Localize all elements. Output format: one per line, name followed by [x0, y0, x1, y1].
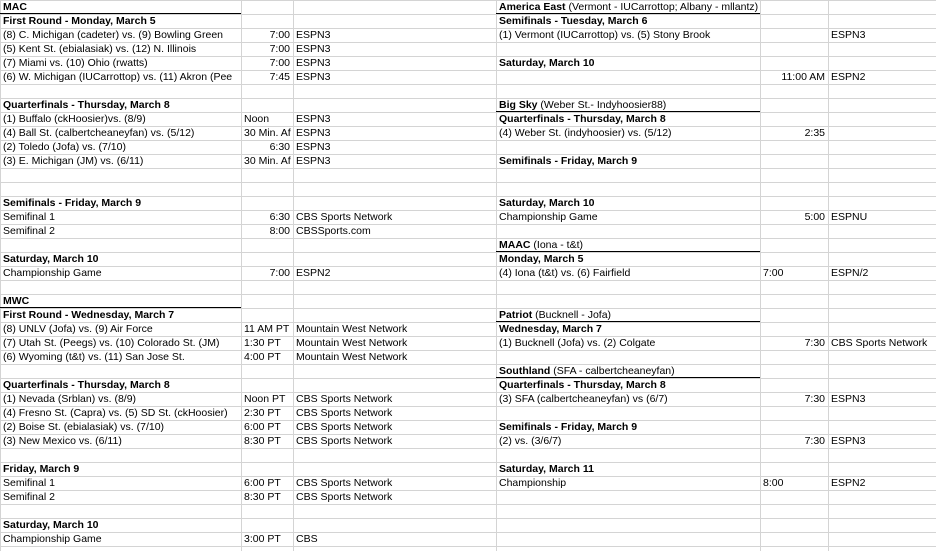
network-cell[interactable]: CBS Sports Network: [296, 211, 393, 223]
network-cell[interactable]: CBS: [296, 533, 318, 545]
conference-pickers: (Weber St.- Indyhoosier88): [537, 99, 667, 111]
network-cell[interactable]: ESPN3: [831, 393, 866, 405]
mwc-quarterfinals-heading[interactable]: Quarterfinals - Thursday, March 8: [3, 379, 170, 391]
game-cell[interactable]: (5) Kent St. (ebialasiak) vs. (12) N. Illinois: [3, 43, 197, 55]
network-cell[interactable]: CBS Sports Network: [296, 491, 393, 503]
time-cell[interactable]: 7:30: [804, 337, 825, 349]
time-cell[interactable]: 2:30 PT: [244, 407, 281, 419]
time-cell[interactable]: 7:00: [269, 267, 290, 279]
network-cell[interactable]: ESPN/2: [831, 267, 869, 279]
maac-title[interactable]: [496, 238, 760, 252]
game-cell[interactable]: (4) Weber St. (indyhoosier) vs. (5/12): [499, 127, 672, 139]
southland-semifinals-heading[interactable]: Semifinals - Friday, March 9: [499, 421, 638, 433]
mwc-title[interactable]: MWC: [3, 295, 30, 307]
maac-heading[interactable]: Monday, March 5: [499, 253, 584, 265]
time-cell[interactable]: 30 Min. Af: [244, 155, 291, 167]
game-cell[interactable]: (1) Vermont (IUCarrottop) vs. (5) Stony Brook: [499, 29, 711, 41]
game-cell[interactable]: Semifinal 1: [3, 211, 55, 223]
america-east-semifinals-heading[interactable]: Semifinals - Tuesday, March 6: [499, 15, 648, 27]
game-cell[interactable]: (2) Toledo (Jofa) vs. (7/10): [3, 141, 126, 153]
conference-pickers: (SFA - calbertcheaneyfan): [550, 365, 675, 377]
network-cell[interactable]: ESPNU: [831, 211, 868, 223]
network-cell[interactable]: ESPN3: [296, 155, 331, 167]
network-cell[interactable]: ESPN2: [831, 477, 866, 489]
time-cell[interactable]: 11:00 AM: [781, 71, 825, 83]
mac-semifinals-heading[interactable]: Semifinals - Friday, March 9: [3, 197, 142, 209]
mwc-first-round-heading[interactable]: First Round - Wednesday, March 7: [3, 309, 175, 321]
time-cell[interactable]: 7:30: [804, 393, 825, 405]
game-cell[interactable]: (3) New Mexico vs. (6/11): [3, 435, 122, 447]
game-cell[interactable]: (1) Bucknell (Jofa) vs. (2) Colgate: [499, 337, 656, 349]
mwc-championship-heading[interactable]: Saturday, March 10: [3, 519, 99, 531]
time-cell[interactable]: 7:45: [269, 71, 290, 83]
time-cell[interactable]: 2:35: [804, 127, 825, 139]
game-cell[interactable]: (4) Ball St. (calbertcheaneyfan) vs. (5/12): [3, 127, 195, 139]
game-cell[interactable]: (3) SFA (calbertcheaneyfan) vs (6/7): [499, 393, 668, 405]
game-cell[interactable]: (7) Miami vs. (10) Ohio (rwatts): [3, 57, 148, 69]
game-cell[interactable]: (6) Wyoming (t&t) vs. (11) San Jose St.: [3, 351, 185, 363]
time-cell[interactable]: 7:00: [763, 267, 784, 279]
network-cell[interactable]: ESPN3: [296, 71, 331, 83]
time-cell[interactable]: 6:30: [269, 141, 290, 153]
network-cell[interactable]: CBSSports.com: [296, 225, 371, 237]
network-cell[interactable]: ESPN3: [296, 141, 331, 153]
mwc-semifinals-heading[interactable]: Friday, March 9: [3, 463, 80, 475]
network-cell[interactable]: ESPN2: [831, 71, 866, 83]
time-cell[interactable]: 6:00 PT: [244, 477, 281, 489]
time-cell[interactable]: 1:30 PT: [244, 337, 281, 349]
game-cell[interactable]: (2) Boise St. (ebialasiak) vs. (7/10): [3, 421, 165, 433]
network-cell[interactable]: ESPN3: [296, 127, 331, 139]
mac-quarterfinals-heading[interactable]: Quarterfinals - Thursday, March 8: [3, 99, 170, 111]
time-cell[interactable]: 6:30: [269, 211, 290, 223]
game-cell[interactable]: (1) Nevada (Srblan) vs. (8/9): [3, 393, 137, 405]
game-cell[interactable]: Championship: [499, 477, 567, 489]
time-cell[interactable]: 8:00: [269, 225, 290, 237]
network-cell[interactable]: ESPN3: [296, 57, 331, 69]
game-cell[interactable]: Championship Game: [3, 533, 102, 545]
network-cell[interactable]: ESPN2: [296, 267, 331, 279]
conference-name: Patriot: [499, 309, 533, 321]
time-cell[interactable]: Noon: [244, 113, 270, 125]
time-cell[interactable]: 4:00 PT: [244, 351, 281, 363]
network-cell[interactable]: Mountain West Network: [296, 337, 408, 349]
conference-pickers: (Bucknell - Jofa): [532, 309, 612, 321]
time-cell[interactable]: 7:00: [269, 57, 290, 69]
america-east-championship-heading[interactable]: Saturday, March 10: [499, 57, 595, 69]
time-cell[interactable]: 8:30 PT: [244, 435, 281, 447]
game-cell[interactable]: Semifinal 2: [3, 491, 55, 503]
network-cell[interactable]: CBS Sports Network: [296, 407, 393, 419]
game-cell[interactable]: (4) Iona (t&t) vs. (6) Fairfield: [499, 267, 631, 279]
big-sky-championship-heading[interactable]: Saturday, March 10: [499, 197, 595, 209]
conference-name: Southland: [499, 365, 551, 377]
network-cell[interactable]: Mountain West Network: [296, 323, 408, 335]
big-sky-quarterfinals-heading[interactable]: Quarterfinals - Thursday, March 8: [499, 113, 666, 125]
time-cell[interactable]: 8:00: [763, 477, 784, 489]
america-east-title[interactable]: [496, 0, 836, 14]
network-cell[interactable]: CBS Sports Network: [296, 421, 393, 433]
game-cell[interactable]: (6) W. Michigan (IUCarrottop) vs. (11) Akron (Pee: [3, 71, 233, 83]
network-cell[interactable]: ESPN3: [296, 43, 331, 55]
network-cell[interactable]: CBS Sports Network: [831, 337, 928, 349]
game-cell[interactable]: (8) C. Michigan (cadeter) vs. (9) Bowling Green: [3, 29, 223, 41]
patriot-title[interactable]: [496, 308, 760, 322]
time-cell[interactable]: 6:00 PT: [244, 421, 281, 433]
big-sky-title[interactable]: [496, 98, 796, 112]
network-cell[interactable]: CBS Sports Network: [296, 477, 393, 489]
time-cell[interactable]: 5:00: [804, 211, 825, 223]
mac-championship-heading[interactable]: Saturday, March 10: [3, 253, 99, 265]
conference-name: Big Sky: [499, 99, 538, 111]
conference-pickers: (Iona - t&t): [530, 239, 584, 251]
time-cell[interactable]: 7:00: [269, 43, 290, 55]
game-cell[interactable]: (8) UNLV (Jofa) vs. (9) Air Force: [3, 323, 153, 335]
game-cell[interactable]: (7) Utah St. (Peegs) vs. (10) Colorado St. (JM): [3, 337, 220, 349]
conference-name: America East: [499, 1, 566, 13]
time-cell[interactable]: Noon PT: [244, 393, 286, 405]
game-cell[interactable]: Semifinal 2: [3, 225, 55, 237]
network-cell[interactable]: ESPN3: [831, 29, 866, 41]
southland-title[interactable]: [496, 364, 760, 378]
big-sky-semifinals-heading[interactable]: Semifinals - Friday, March 9: [499, 155, 638, 167]
network-cell[interactable]: CBS Sports Network: [296, 393, 393, 405]
conference-name: MAAC: [499, 239, 531, 251]
network-cell[interactable]: Mountain West Network: [296, 351, 408, 363]
time-cell[interactable]: 8:30 PT: [244, 491, 281, 503]
game-cell[interactable]: (1) Buffalo (ckHoosier)vs. (8/9): [3, 113, 146, 125]
conference-pickers: (Vermont - IUCarrottop; Albany - mllantz): [565, 1, 759, 13]
southland-championship-heading[interactable]: Saturday, March 11: [499, 463, 594, 475]
southland-quarterfinals-heading[interactable]: Quarterfinals - Thursday, March 8: [499, 379, 666, 391]
time-cell[interactable]: 7:00: [269, 29, 290, 41]
mac-first-round-heading[interactable]: First Round - Monday, March 5: [3, 15, 156, 27]
game-cell[interactable]: (4) Fresno St. (Capra) vs. (5) SD St. (ckHoosier): [3, 407, 228, 419]
game-cell[interactable]: Championship Game: [3, 267, 102, 279]
game-cell[interactable]: Semifinal 1: [3, 477, 55, 489]
game-cell[interactable]: (2) vs. (3/6/7): [499, 435, 562, 447]
time-cell[interactable]: 3:00 PT: [244, 533, 281, 545]
network-cell[interactable]: ESPN3: [296, 29, 331, 41]
game-cell[interactable]: Championship Game: [499, 211, 598, 223]
network-cell[interactable]: ESPN3: [296, 113, 331, 125]
network-cell[interactable]: ESPN3: [831, 435, 866, 447]
game-cell[interactable]: (3) E. Michigan (JM) vs. (6/11): [3, 155, 144, 167]
time-cell[interactable]: 7:30: [804, 435, 825, 447]
patriot-heading[interactable]: Wednesday, March 7: [499, 323, 602, 335]
mac-title[interactable]: MAC: [3, 1, 27, 13]
time-cell[interactable]: 11 AM PT: [244, 323, 290, 335]
time-cell[interactable]: 30 Min. Af: [244, 127, 291, 139]
network-cell[interactable]: CBS Sports Network: [296, 435, 393, 447]
